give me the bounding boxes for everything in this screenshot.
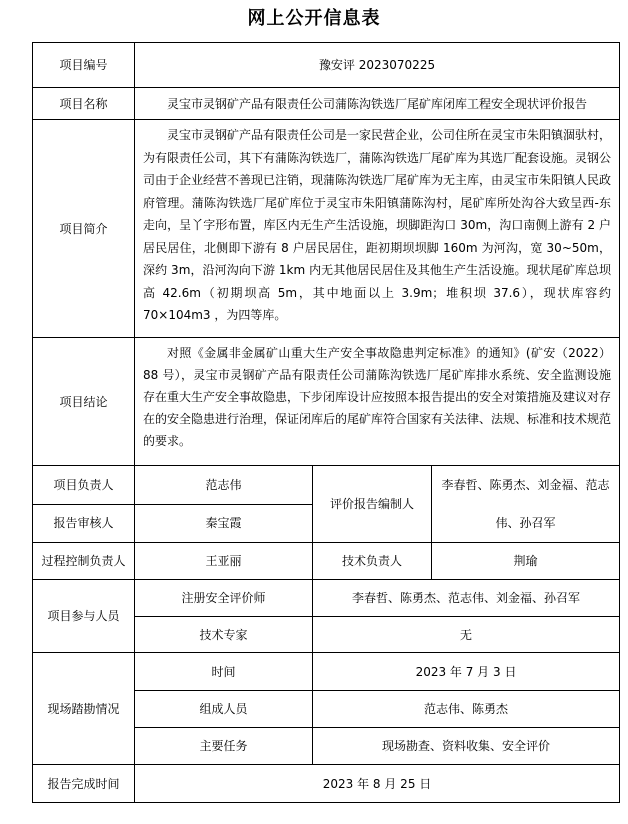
tech-lead-label: 技术负责人 (313, 543, 432, 580)
process-control-label: 过程控制负责人 (33, 543, 135, 580)
row-project-intro (33, 120, 620, 338)
row-leader (33, 466, 620, 505)
project-intro-text: 灵宝市灵钢矿产品有限责任公司是一家民营企业，公司住所在灵宝市朱阳镇涸驮村，为有限责任公司，其下有蒲陈沟铁选厂，蒲陈沟铁选厂尾矿库为其选厂配套设施。灵钢公司由于企业经营不善现已注销，现蒲陈沟铁选厂尾矿库为无主库，由灵宝市朱阳镇人民政府管理。蒲陈沟铁选厂尾矿库位于灵宝市朱阳镇蒲陈沟村，尾矿库所处沟谷大致呈西-东走向，呈丫字形布置，库区内无生产生活设施，坝脚距沟口 30m，沟口南侧上游有 2 户居民居住，北侧即下游有 8 户居民居住，距初期坝坝脚 160m 为河沟，宽 30~50m，深约 3m，沿河沟向下游 1km 内无其他居民居住及其他生产生活设施。现状尾矿库总坝高 42.6m（初期坝高 5m，其中地面以上 3.9m；堆积坝 37.6），现状库容约 70×104m3 ，为四等库。 (135, 120, 620, 338)
row-completion (33, 765, 620, 803)
page-title: 网上公开信息表 (247, 8, 381, 29)
reviewer-label: 报告审核人 (33, 504, 135, 543)
evaluators-value: 李春哲、陈勇杰、范志伟、刘金福、孙召军 (313, 580, 620, 617)
site-time-label: 时间 (135, 653, 313, 691)
row-evaluators (33, 580, 620, 617)
participants-label: 项目参与人员 (33, 580, 135, 653)
project-code-label: 项目编号 (33, 43, 135, 88)
row-process-control (33, 543, 620, 580)
project-name-value: 灵宝市灵钢矿产品有限责任公司蒲陈沟铁选厂尾矿库闭库工程安全现状评价报告 (135, 88, 620, 120)
project-conclusion-label: 项目结论 (33, 338, 135, 466)
site-tasks-label: 主要任务 (135, 728, 313, 765)
compilers-value: 李春哲、陈勇杰、刘金福、范志伟、孙召军 (432, 466, 620, 543)
site-visit-label: 现场踏勘情况 (33, 653, 135, 765)
reviewer-value: 秦宝霞 (135, 504, 313, 543)
experts-value: 无 (313, 617, 620, 653)
site-members-label: 组成人员 (135, 691, 313, 728)
tech-lead-value: 荆瑜 (432, 543, 620, 580)
row-project-conclusion (33, 338, 620, 466)
completion-label: 报告完成时间 (33, 765, 135, 803)
project-conclusion-text: 对照《金属非金属矿山重大生产安全事故隐患判定标准》的通知》(矿安（2022）88 号），灵宝市灵钢矿产品有限责任公司蒲陈沟铁选厂尾矿库排水系统、安全监测设施存在重大生产安全事故隐患，下步闭库设计应按照本报告提出的安全对策措施及建议对存在的安全隐患进行治理，保证闭库后的尾矿库符合国家有关法律、法规、标准和技术规范的要求。 (135, 338, 620, 466)
compilers-label: 评价报告编制人 (313, 466, 432, 543)
row-site-time (33, 653, 620, 691)
leader-value: 范志伟 (135, 466, 313, 505)
leader-label: 项目负责人 (33, 466, 135, 505)
process-control-value: 王亚丽 (135, 543, 313, 580)
info-table (32, 42, 620, 803)
site-members-value: 范志伟、陈勇杰 (313, 691, 620, 728)
site-time-value: 2023 年 7 月 3 日 (313, 653, 620, 691)
experts-label: 技术专家 (135, 617, 313, 653)
project-intro-label: 项目简介 (33, 120, 135, 338)
evaluators-label: 注册安全评价师 (135, 580, 313, 617)
row-project-code (33, 43, 620, 88)
site-tasks-value: 现场勘查、资料收集、安全评价 (313, 728, 620, 765)
row-project-name (33, 88, 620, 120)
project-name-label: 项目名称 (33, 88, 135, 120)
completion-date: 2023 年 8 月 25 日 (135, 765, 620, 803)
project-code-value: 豫安评 2023070225 (135, 43, 620, 88)
